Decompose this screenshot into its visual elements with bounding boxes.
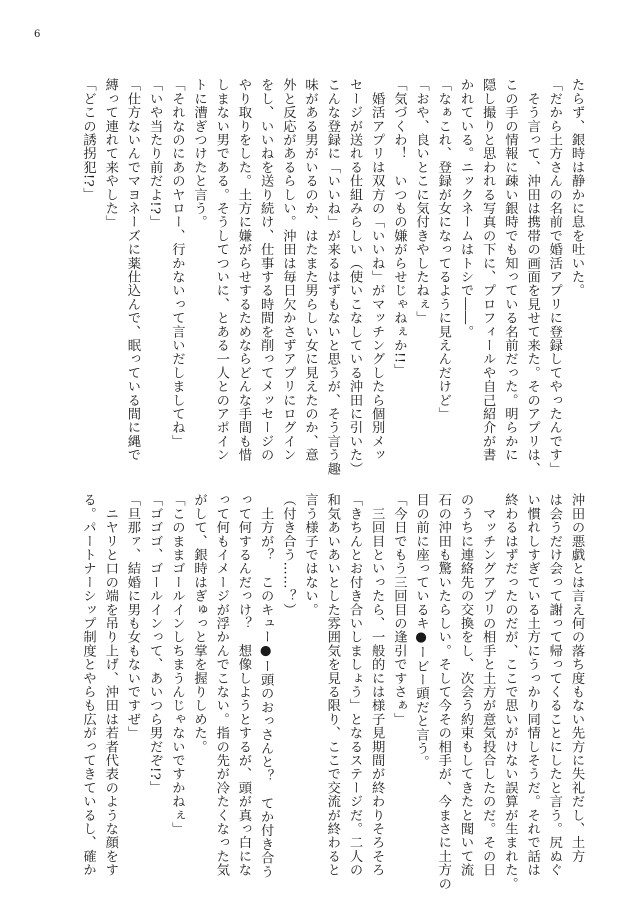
text-line: 「いや当たり前だよ!?」 — [147, 78, 163, 229]
text-line: 終わるはずだったのだが、ここで思いがけない誤算が生まれた。 — [502, 493, 518, 891]
text-line: 縛って連れて来やした」 — [102, 78, 118, 229]
text-line: たらず、銀時は静かに息を吐いた。 — [569, 78, 584, 298]
text-line: 「旦那ァ、結婚に男も女もないですぜ」 — [124, 493, 140, 740]
text-line: 和気あいあいとした雰囲気を見る限り、ここで交流が終わると — [324, 493, 340, 877]
text-line: 沖田の悪戯とは言え何の落ち度もない先方に失礼だし、土方 — [569, 493, 584, 863]
text-line: 「だから土方さんの名前で婚活アプリに登録してやったんです」 — [546, 78, 562, 476]
text-line: がして、銀時はぎゅっと掌を握りしめた。 — [191, 493, 207, 754]
text-line: 「仕方ないんでマヨネーズに薬仕込んで、眠っている間に縄で — [124, 78, 140, 462]
text-line: 「なぁこれ、登録が女になってるように見えんだけど」 — [435, 78, 451, 421]
text-line: トに漕ぎつけたと言う。 — [191, 78, 207, 229]
text-line: 石の沖田も驚いたらしい。そして今その相手が、今まさに土方の — [435, 493, 451, 891]
text-line: って何するんだっけ？ 想像しようとするが、頭が真っ白にな — [235, 493, 251, 877]
text-line: 「気づくわ！ いつもの嫌がらせじゃねぇか!!」 — [391, 78, 407, 378]
text-line: は会うだけ会って謝って帰ってくることにしたと言う。尻ぬぐ — [546, 493, 562, 877]
text-line: 土方が？ このキュー●ー頭のおっさんと？ てか付き合う — [258, 493, 274, 879]
text-line: って何もイメージが浮かんでこない。指の先が冷たくなった気 — [213, 493, 229, 877]
text-line: 味がある男がいるのか、はたまた男らしい女に見えたのか、意 — [302, 78, 318, 462]
text-line: 「どこの誘拐犯!?」 — [80, 78, 96, 201]
text-line: この手の情報に疎い銀時でも知っている名前だった。明らかに — [502, 78, 518, 462]
text-line: 外と反応があるらしい。沖田は毎日欠かさずアプリにログイン — [280, 78, 296, 462]
text-line: ニヤリと口の端を吊り上げ、沖田は若者代表のような顔をす — [102, 493, 118, 877]
text-line: こんな登録に「いいね」が来るはずもないと思うが、そう言う趣 — [324, 78, 340, 476]
text-line: 「それなのにあのヤロー、行かないって言いだしましてね」 — [169, 78, 185, 448]
text-line: い慣れしすぎている土方にうっかり同情しそうだ。それで話は — [524, 493, 540, 877]
text-line: 言う様子ではない。 — [302, 493, 318, 617]
text-line: 「きちんとお付き合いしましょう」となるステージだ。二人の — [346, 493, 362, 877]
text-line: 「今日でもう三回目の逢引ですさぁ」 — [391, 493, 407, 726]
text-line: （付き合う……？） — [280, 493, 296, 617]
text-line: 隠し撮りと思われる写真の下に、プロフィールや自己紹介が書 — [480, 78, 496, 462]
text-line: 婚活アプリは双方の「いいね」がマッチングしたら個別メッ — [369, 78, 385, 462]
text-line: る。パートナーシップ制度とやらも広がってきているし、確か — [80, 493, 96, 877]
text-block-upper — [76, 78, 587, 476]
text-line: をし、いいねを送り続け、仕事する時間を削ってメッセージの — [258, 78, 274, 462]
text-line: 「このままゴールインしちまうんじゃないですかねぇ」 — [169, 493, 185, 836]
text-line: やり取りをした。土方に嫌がらせするためならどんな手間も惜 — [235, 78, 251, 462]
page-number: 6 — [34, 29, 41, 40]
text-line: セージが送れる仕組みらしい（使いこなしている沖田に引いた） — [346, 78, 362, 476]
text-block-lower — [76, 493, 587, 891]
text-line: そう言って、沖田は携帯の画面を見せて来た。そのアプリは、 — [524, 78, 540, 476]
text-line: かれている。ニックネームはトシで――。 — [457, 78, 473, 339]
text-line: しまない男である。そうしてついに、とある一人とのアポイン — [213, 78, 229, 462]
text-line: 「おや、良いとこに気付きやしたねぇ」 — [413, 78, 429, 325]
text-line: 三回目といったら、一般的には様子見期間が終わりそろそろ — [369, 493, 385, 877]
text-line: 目の前に座っているキ●ービー頭だと言う。 — [413, 493, 429, 769]
text-line: マッチングアプリの相手と土方が意気投合したのだ。その日 — [480, 493, 496, 877]
text-line: 「ゴゴゴ、ゴールインって、あいつら男だぞ!?」 — [147, 493, 163, 794]
text-line: のうちに連絡先の交換をし、次会う約束もしてきたと聞いて流 — [457, 493, 473, 877]
